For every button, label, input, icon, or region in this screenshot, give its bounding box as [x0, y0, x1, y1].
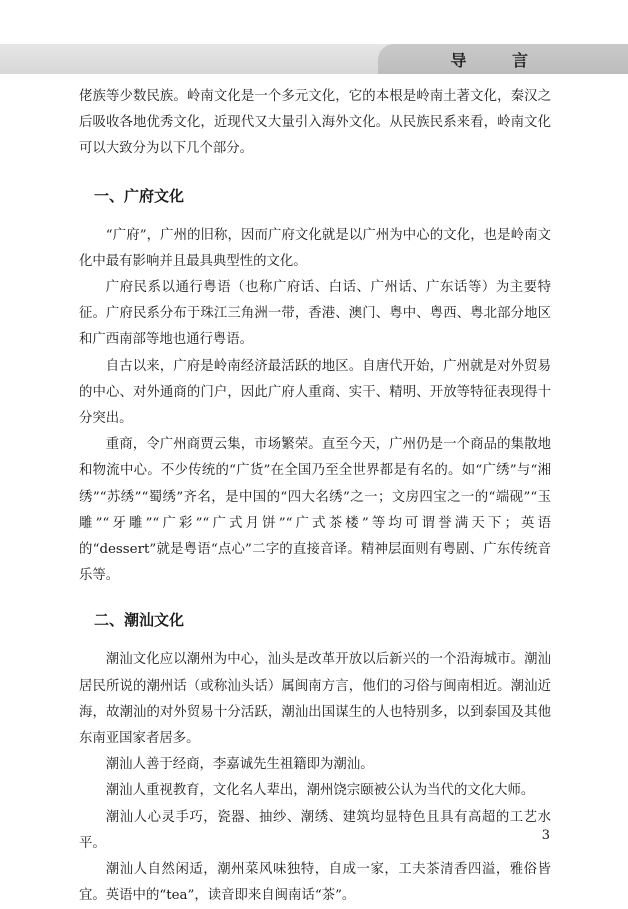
page-number: 3 [541, 828, 550, 843]
paragraph: 潮汕人重视教育，文化名人辈出，潮州饶宗颐被公认为当代的文化大师。 [105, 783, 535, 799]
intro-paragraph: 佬族等少数民族。岭南文化是一个多元文化，它的本根是岭南土著文化，秦汉之后吸收各地优秀文化，近现代又大量引入海外文化。从民族民系来看，岭南文化可以大致分为以下几个部分。 [79, 89, 551, 157]
paragraph: “广府”，广州的旧称，因而广府文化就是以广州为中心的文化，也是岭南文化中最有影响并且最具典型性的文化。 [79, 227, 551, 269]
paragraph: 潮汕人心灵手巧，瓷器、抽纱、潮绣、建筑均显特色且具有高超的工艺水平。 [79, 809, 551, 851]
paragraph: 重商，令广州商贾云集，市场繁荣。直至今天，广州仍是一个商品的集散地和物流中心。不少传统的“广货”在全国乃至全世界都是有名的。如“广绣”与“湘绣”“苏绣”“蜀绣”齐名，是中国的“四大名绣”之一；文房四宝之一的“端砚”“玉雕”“牙雕”“广彩”“广式月饼”“广式茶楼”等均可谓誉满天下；英语的“dessert”就是粤语“点心”二字的直接音译。精神层面则有粤剧、广东传统音乐等。 [79, 437, 551, 584]
page-content [79, 84, 551, 909]
paragraph: 广府民系以通行粤语（也称广府话、白话、广州话、广东话等）为主要特征。广府民系分布于珠江三角洲一带，香港、澳门、粤中、粤西、粤北部分地区和广西南部等地也通行粤语。 [79, 280, 551, 348]
paragraph: 潮汕人善于经商，李嘉诚先生祖籍即为潮汕。 [105, 757, 374, 773]
section-heading-guangfu: 一、广府文化 [94, 186, 185, 205]
running-header-title: 导 言 [450, 51, 548, 70]
paragraph: 潮汕人自然闲适，潮州菜风味独特，自成一家，工夫茶清香四溢，雅俗皆宜。英语中的“tea”，读音即来自闽南话“茶”。 [79, 862, 551, 904]
section-heading-chaoshan: 二、潮汕文化 [94, 611, 185, 630]
paragraph: 潮汕文化应以潮州为中心，汕头是改革开放以后新兴的一个沿海城市。潮汕居民所说的潮州话（或称汕头话）属闽南方言，他们的习俗与闽南相近。潮汕近海，故潮汕的对外贸易十分活跃，潮汕出国谋生的人也特别多，以到泰国及其他东南亚国家者居多。 [79, 652, 551, 747]
paragraph: 自古以来，广府是岭南经济最活跃的地区。自唐代开始，广州就是对外贸易的中心、对外通商的门户，因此广府人重商、实干、精明、开放等特征表现得十分突出。 [79, 358, 551, 427]
